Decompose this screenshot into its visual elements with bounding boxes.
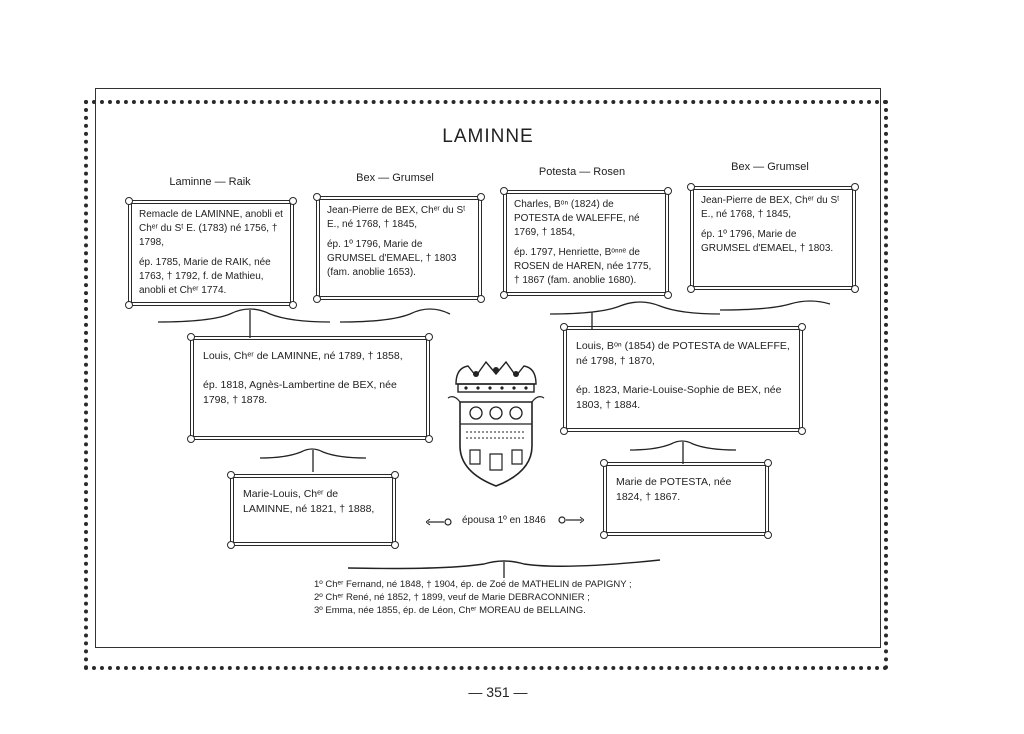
- gen1-bex2-text-a: Jean-Pierre de BEX, Chᵉʳ du Sᵗ E., né 1768, † 1845,: [701, 195, 840, 220]
- couple-heading-4: Bex — Grumsel: [731, 161, 809, 173]
- child-1: 1º Chᵉʳ Fernand, né 1848, † 1904, ép. de Zoé de MATHELIN de PAPIGNY ;: [314, 579, 632, 590]
- gen2-laminne-text-b: ép. 1818, Agnès-Lambertine de BEX, née 1798, † 1878.: [203, 379, 397, 406]
- page-title: LAMINNE: [442, 126, 534, 147]
- gen3-box-laminne: [230, 474, 396, 546]
- couple-heading-2: Bex — Grumsel: [356, 172, 434, 184]
- gen1-bex2-text-b: ép. 1º 1796, Marie de GRUMSEL d'EMAEL, † 1803.: [701, 229, 834, 254]
- gen3-laminne-text: Marie-Louis, Chᵉʳ de LAMINNE, né 1821, † 1888,: [243, 488, 375, 515]
- gen3-box-potesta: [603, 462, 769, 536]
- gen1-bex1-text-a: Jean-Pierre de BEX, Chᵉʳ du Sᵗ E., né 1768, † 1845,: [327, 205, 466, 230]
- children-list: [314, 578, 734, 617]
- brace-bottom: [344, 548, 664, 582]
- marriage-note: épousa 1º en 1846: [462, 515, 546, 526]
- ornament-left-icon: [426, 516, 458, 528]
- gen1-bex1-text-b: ép. 1º 1796, Marie de GRUMSEL d'EMAEL, † 1803 (fam. anoblie 1653).: [327, 239, 457, 278]
- gen1-potesta-text-a: Charles, Bᵒⁿ (1824) de POTESTA de WALEFFE, né 1769, † 1854,: [514, 199, 640, 238]
- couple-heading-3: Potesta — Rosen: [538, 166, 626, 178]
- child-2: 2º Chᵉʳ René, né 1852, † 1899, veuf de Marie DEBRACONNIER ;: [314, 592, 590, 603]
- gen1-laminne-text-a: Remacle de LAMINNE, anobli et Chᵉʳ du Sᵗ E. (1783) né 1756, † 1798,: [139, 209, 283, 248]
- gen1-box-bex-1: [316, 196, 482, 300]
- gen2-box-potesta: [563, 326, 803, 432]
- gen2-laminne-text-a: Louis, Chᵉʳ de LAMINNE, né 1789, † 1858,: [203, 350, 403, 362]
- coat-of-arms-icon: [446, 354, 546, 494]
- gen3-potesta-text: Marie de POTESTA, née 1824, † 1867.: [616, 476, 732, 503]
- gen1-box-bex-2: [690, 186, 856, 290]
- gen1-laminne-text-b: ép. 1785, Marie de RAIK, née 1763, † 1792, f. de Mathieu, anobli et Chᵉʳ 1774.: [139, 257, 271, 296]
- brace-left-mid: [256, 444, 376, 474]
- page-number: — 351 —: [468, 684, 528, 700]
- gen1-box-potesta: [503, 190, 669, 296]
- brace-left-top: [150, 300, 470, 340]
- gen1-box-laminne: [128, 200, 294, 306]
- child-3: 3º Emma, née 1855, ép. de Léon, Chᵉʳ MOREAU de BELLAING.: [314, 605, 586, 616]
- couple-heading-1: Laminne — Raik: [169, 176, 251, 188]
- gen1-potesta-text-b: ép. 1797, Henriette, Bᵒⁿⁿᵉ de ROSEN de HAREN, née 1775, † 1867 (fam. anoblie 1680).: [514, 247, 652, 286]
- gen2-potesta-text-b: ép. 1823, Marie-Louise-Sophie de BEX, née 1803, † 1884.: [576, 384, 782, 411]
- gen2-box-laminne: [190, 336, 430, 440]
- ornament-right-icon: [552, 514, 584, 526]
- gen2-potesta-text-a: Louis, Bᵒⁿ (1854) de POTESTA de WALEFFE, né 1798, † 1870,: [576, 340, 790, 367]
